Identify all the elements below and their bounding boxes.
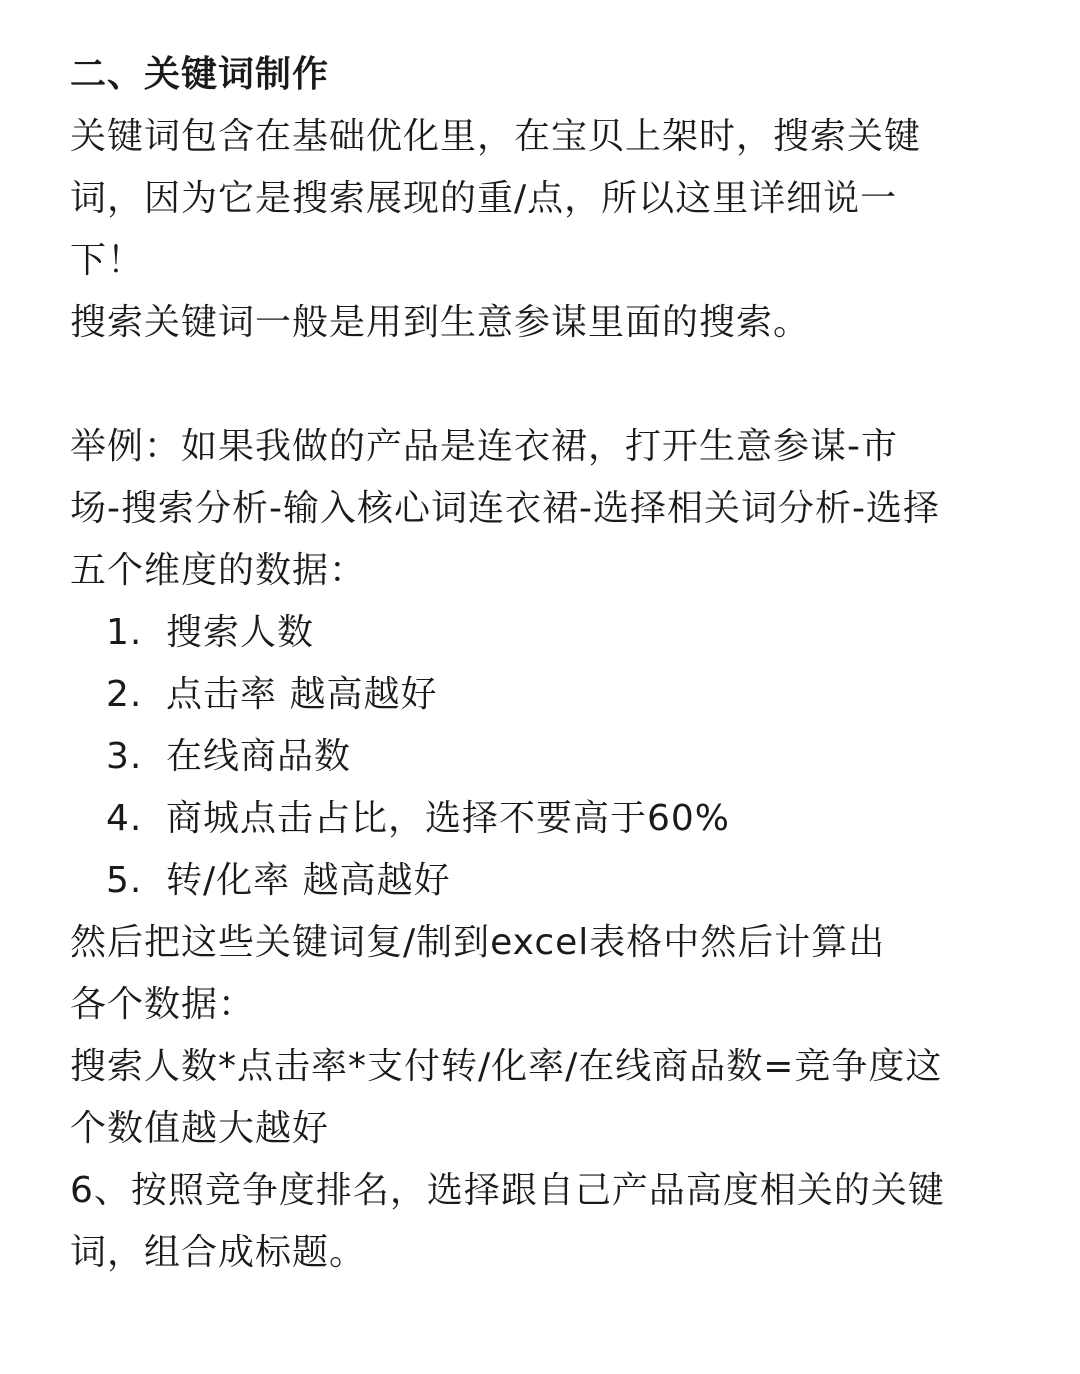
list-text: 在线商品数: [166, 736, 352, 777]
list-item: [70, 726, 1030, 788]
list-item: [70, 602, 1030, 664]
list-text: 点击率 越高越好: [166, 674, 438, 715]
list-number: 5.: [106, 860, 143, 901]
step6-line-2: 词，组合成标题。: [70, 1232, 367, 1273]
formula-line-2: 个数值越大越好: [70, 1108, 330, 1149]
list-number: 2.: [106, 674, 143, 715]
step6-line-1: 6、按照竞争度排名，选择跟自己产品高度相关的关键: [70, 1170, 945, 1211]
dimension-list: [70, 602, 1030, 912]
list-text: 商城点击占比，选择不要高于60%: [166, 798, 731, 839]
list-text: 转/化率 越高越好: [166, 860, 451, 901]
list-item: [70, 788, 1030, 850]
list-item: [70, 664, 1030, 726]
list-number: 1.: [106, 612, 143, 653]
note-body: [70, 44, 1030, 1284]
intro-line-4: 搜索关键词一般是用到生意参谋里面的搜索。: [70, 302, 811, 343]
intro-line-1: 关键词包含在基础优化里，在宝贝上架时，搜索关键: [70, 116, 922, 157]
after-line-2: 各个数据：: [70, 984, 256, 1025]
intro-line-3: 下！: [70, 240, 145, 281]
section-heading: 二、关键词制作: [70, 54, 330, 95]
list-number: 4.: [106, 798, 143, 839]
example-line-3: 五个维度的数据：: [70, 550, 367, 591]
example-line-2: 场-搜索分析-输入核心词连衣裙-选择相关词分析-选择: [70, 488, 940, 529]
intro-line-2: 词，因为它是搜索展现的重/点，所以这里详细说一: [70, 178, 898, 219]
list-number: 3.: [106, 736, 143, 777]
list-item: [70, 850, 1030, 912]
list-text: 搜索人数: [166, 612, 315, 653]
after-line-1: 然后把这些关键词复/制到excel表格中然后计算出: [70, 922, 886, 963]
blank-line: [70, 354, 1030, 416]
example-line-1: 举例：如果我做的产品是连衣裙，打开生意参谋-市: [70, 426, 898, 467]
formula-line-1: 搜索人数*点击率*支付转/化率/在线商品数=竞争度这: [70, 1046, 943, 1087]
